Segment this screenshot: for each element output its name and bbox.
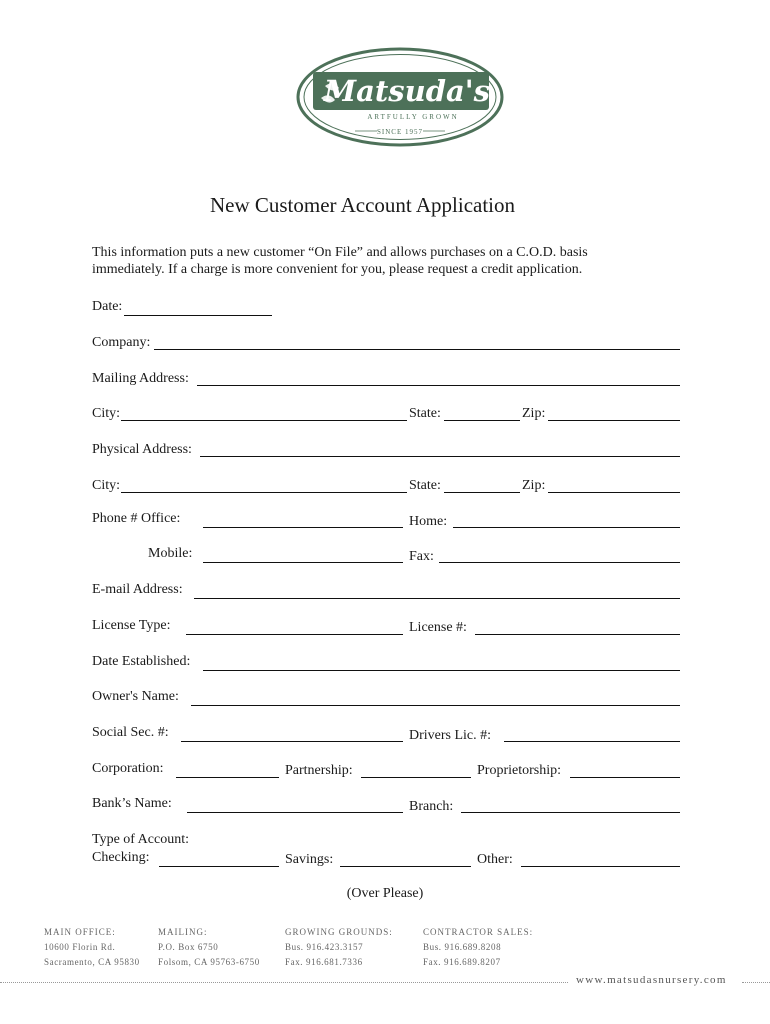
- mailing-city-label: City:: [92, 406, 121, 421]
- intro-line-1: This information puts a new customer “On File” and allows purchases on a C.O.D. basis: [92, 245, 588, 260]
- savings-label: Savings:: [285, 852, 334, 867]
- social-security-field[interactable]: [181, 725, 403, 742]
- license-type-label: License Type:: [92, 618, 171, 633]
- mailing-line2: Folsom, CA 95763-6750: [158, 957, 260, 967]
- contractor-sales-line2: Fax. 916.689.8207: [423, 957, 501, 967]
- footer-dotted-rule-right: [742, 982, 770, 983]
- main-office-line1: 10600 Florin Rd.: [44, 942, 116, 952]
- physical-zip-field[interactable]: [548, 476, 680, 493]
- owners-name-label: Owner's Name:: [92, 689, 179, 704]
- fax-label: Fax:: [409, 549, 434, 564]
- mobile-field[interactable]: [203, 546, 403, 563]
- date-label: Date:: [92, 299, 123, 314]
- page-title: New Customer Account Application: [209, 193, 516, 217]
- mailing-address-label: Mailing Address:: [92, 371, 189, 386]
- phone-office-field[interactable]: [203, 511, 403, 528]
- corporation-field[interactable]: [176, 761, 279, 778]
- physical-city-field[interactable]: [121, 476, 407, 493]
- banks-name-field[interactable]: [187, 796, 403, 813]
- proprietorship-field[interactable]: [570, 761, 680, 778]
- footer-main-office: [44, 925, 140, 970]
- footer-contractor-sales: [423, 925, 533, 970]
- owners-name-field[interactable]: [191, 689, 680, 706]
- intro-text: [92, 244, 692, 278]
- main-office-line2: Sacramento, CA 95830: [44, 957, 140, 967]
- physical-city-label: City:: [92, 478, 121, 493]
- fax-field[interactable]: [439, 546, 680, 563]
- mailing-address-field[interactable]: [197, 369, 680, 386]
- mailing-line1: P.O. Box 6750: [158, 942, 219, 952]
- type-of-account-label: Type of Account:: [92, 832, 189, 847]
- company-field[interactable]: [154, 333, 680, 350]
- logo-brand: Matsuda's: [324, 74, 490, 108]
- license-number-field[interactable]: [475, 618, 680, 635]
- logo-since: SINCE 1957: [377, 128, 423, 136]
- license-number-label: License #:: [409, 620, 467, 635]
- main-office-heading: MAIN OFFICE:: [44, 927, 116, 937]
- mobile-label: Mobile:: [148, 546, 193, 561]
- partnership-label: Partnership:: [285, 763, 353, 778]
- footer-growing-grounds: [285, 925, 393, 970]
- branch-field[interactable]: [461, 796, 680, 813]
- home-phone-field[interactable]: [453, 511, 680, 528]
- checking-label: Checking:: [92, 850, 150, 865]
- contractor-sales-line1: Bus. 916.689.8208: [423, 942, 502, 952]
- date-established-label: Date Established:: [92, 654, 191, 669]
- date-field[interactable]: [124, 299, 272, 316]
- growing-grounds-line2: Fax. 916.681.7336: [285, 957, 363, 967]
- mailing-city-field[interactable]: [121, 404, 407, 421]
- date-established-field[interactable]: [203, 654, 680, 671]
- drivers-license-field[interactable]: [504, 725, 680, 742]
- website-link[interactable]: www.matsudasnursery.com: [576, 974, 727, 986]
- checking-field[interactable]: [159, 850, 279, 867]
- social-security-label: Social Sec. #:: [92, 725, 169, 740]
- email-field[interactable]: [194, 582, 680, 599]
- physical-zip-label: Zip:: [522, 478, 546, 493]
- proprietorship-label: Proprietorship:: [477, 763, 561, 778]
- matsudas-logo: [295, 46, 505, 148]
- physical-state-field[interactable]: [444, 476, 520, 493]
- corporation-label: Corporation:: [92, 761, 164, 776]
- mailing-zip-label: Zip:: [522, 406, 546, 421]
- other-field[interactable]: [521, 850, 680, 867]
- growing-grounds-heading: GROWING GROUNDS:: [285, 927, 393, 937]
- banks-name-label: Bank’s Name:: [92, 796, 172, 811]
- license-type-field[interactable]: [186, 618, 403, 635]
- footer-dotted-rule-left: [0, 982, 568, 983]
- home-phone-label: Home:: [409, 514, 448, 529]
- mailing-heading: MAILING:: [158, 927, 208, 937]
- growing-grounds-line1: Bus. 916.423.3157: [285, 942, 364, 952]
- other-label: Other:: [477, 852, 513, 867]
- branch-label: Branch:: [409, 799, 454, 814]
- drivers-license-label: Drivers Lic. #:: [409, 728, 492, 743]
- partnership-field[interactable]: [361, 761, 471, 778]
- logo-tagline: ARTFULLY GROWN: [367, 113, 459, 121]
- mailing-state-label: State:: [409, 406, 441, 421]
- email-label: E-mail Address:: [92, 582, 183, 597]
- physical-address-label: Physical Address:: [92, 442, 192, 457]
- footer-mailing: [158, 925, 260, 970]
- savings-field[interactable]: [340, 850, 471, 867]
- mailing-state-field[interactable]: [444, 404, 520, 421]
- mailing-zip-field[interactable]: [548, 404, 680, 421]
- physical-address-field[interactable]: [200, 440, 680, 457]
- contractor-sales-heading: CONTRACTOR SALES:: [423, 927, 534, 937]
- company-label: Company:: [92, 335, 151, 350]
- intro-line-2: immediately. If a charge is more convenient for you, please request a credit application.: [92, 262, 583, 277]
- phone-office-label: Phone # Office:: [92, 511, 181, 526]
- over-please-note: (Over Please): [346, 886, 424, 901]
- physical-state-label: State:: [409, 478, 441, 493]
